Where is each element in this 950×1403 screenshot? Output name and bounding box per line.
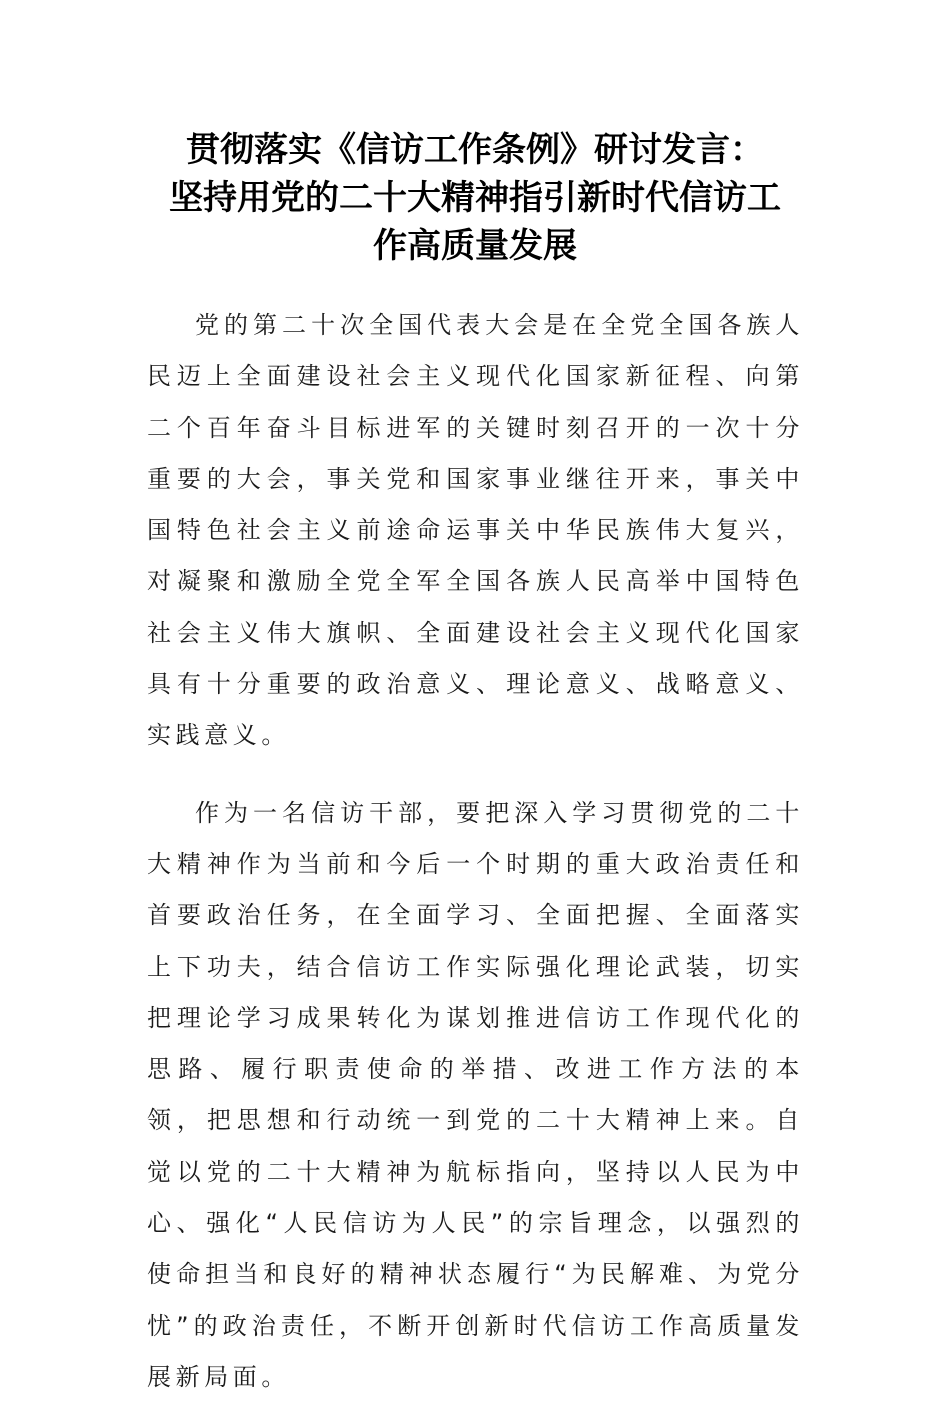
title-line-2: 坚持用党的二十大精神指引新时代信访工 (169, 178, 781, 218)
document-body (147, 300, 804, 1403)
paragraph-2: 作为一名信访干部，要把深入学习贯彻党的二十大精神作为当前和今后一个时期的重大政治责任和首要政治任务，在全面学习、全面把握、全面落实上下功夫，结合信访工作实际强化理论武装，切实把理论学习成果转化为谋划推进信访工作现代化的思路、履行职责使命的举措、改进工作方法的本领，把思想和行动统一到党的二十大精神上来。自觉以党的二十大精神为航标指向，坚持以人民为中心、强化“人民信访为人民”的宗旨理念，以强烈的使命担当和良好的精神状态履行“为民解难、为党分忧”的政治责任，不断开创新时代信访工作高质量发展新局面。 (147, 798, 804, 1391)
title-line-3: 作高质量发展 (373, 226, 577, 266)
title-line-1: 贯彻落实《信访工作条例》研讨发言： (186, 130, 764, 170)
paragraph-1: 党的第二十次全国代表大会是在全党全国各族人民迈上全面建设社会主义现代化国家新征程、向第二个百年奋斗目标进军的关键时刻召开的一次十分重要的大会，事关党和国家事业继往开来，事关中国特色社会主义前途命运事关中华民族伟大复兴，对凝聚和激励全党全军全国各族人民高举中国特色社会主义伟大旗帜、全面建设社会主义现代化国家具有十分重要的政治意义、理论意义、战略意义、实践意义。 (147, 311, 804, 750)
document-title (150, 126, 800, 270)
